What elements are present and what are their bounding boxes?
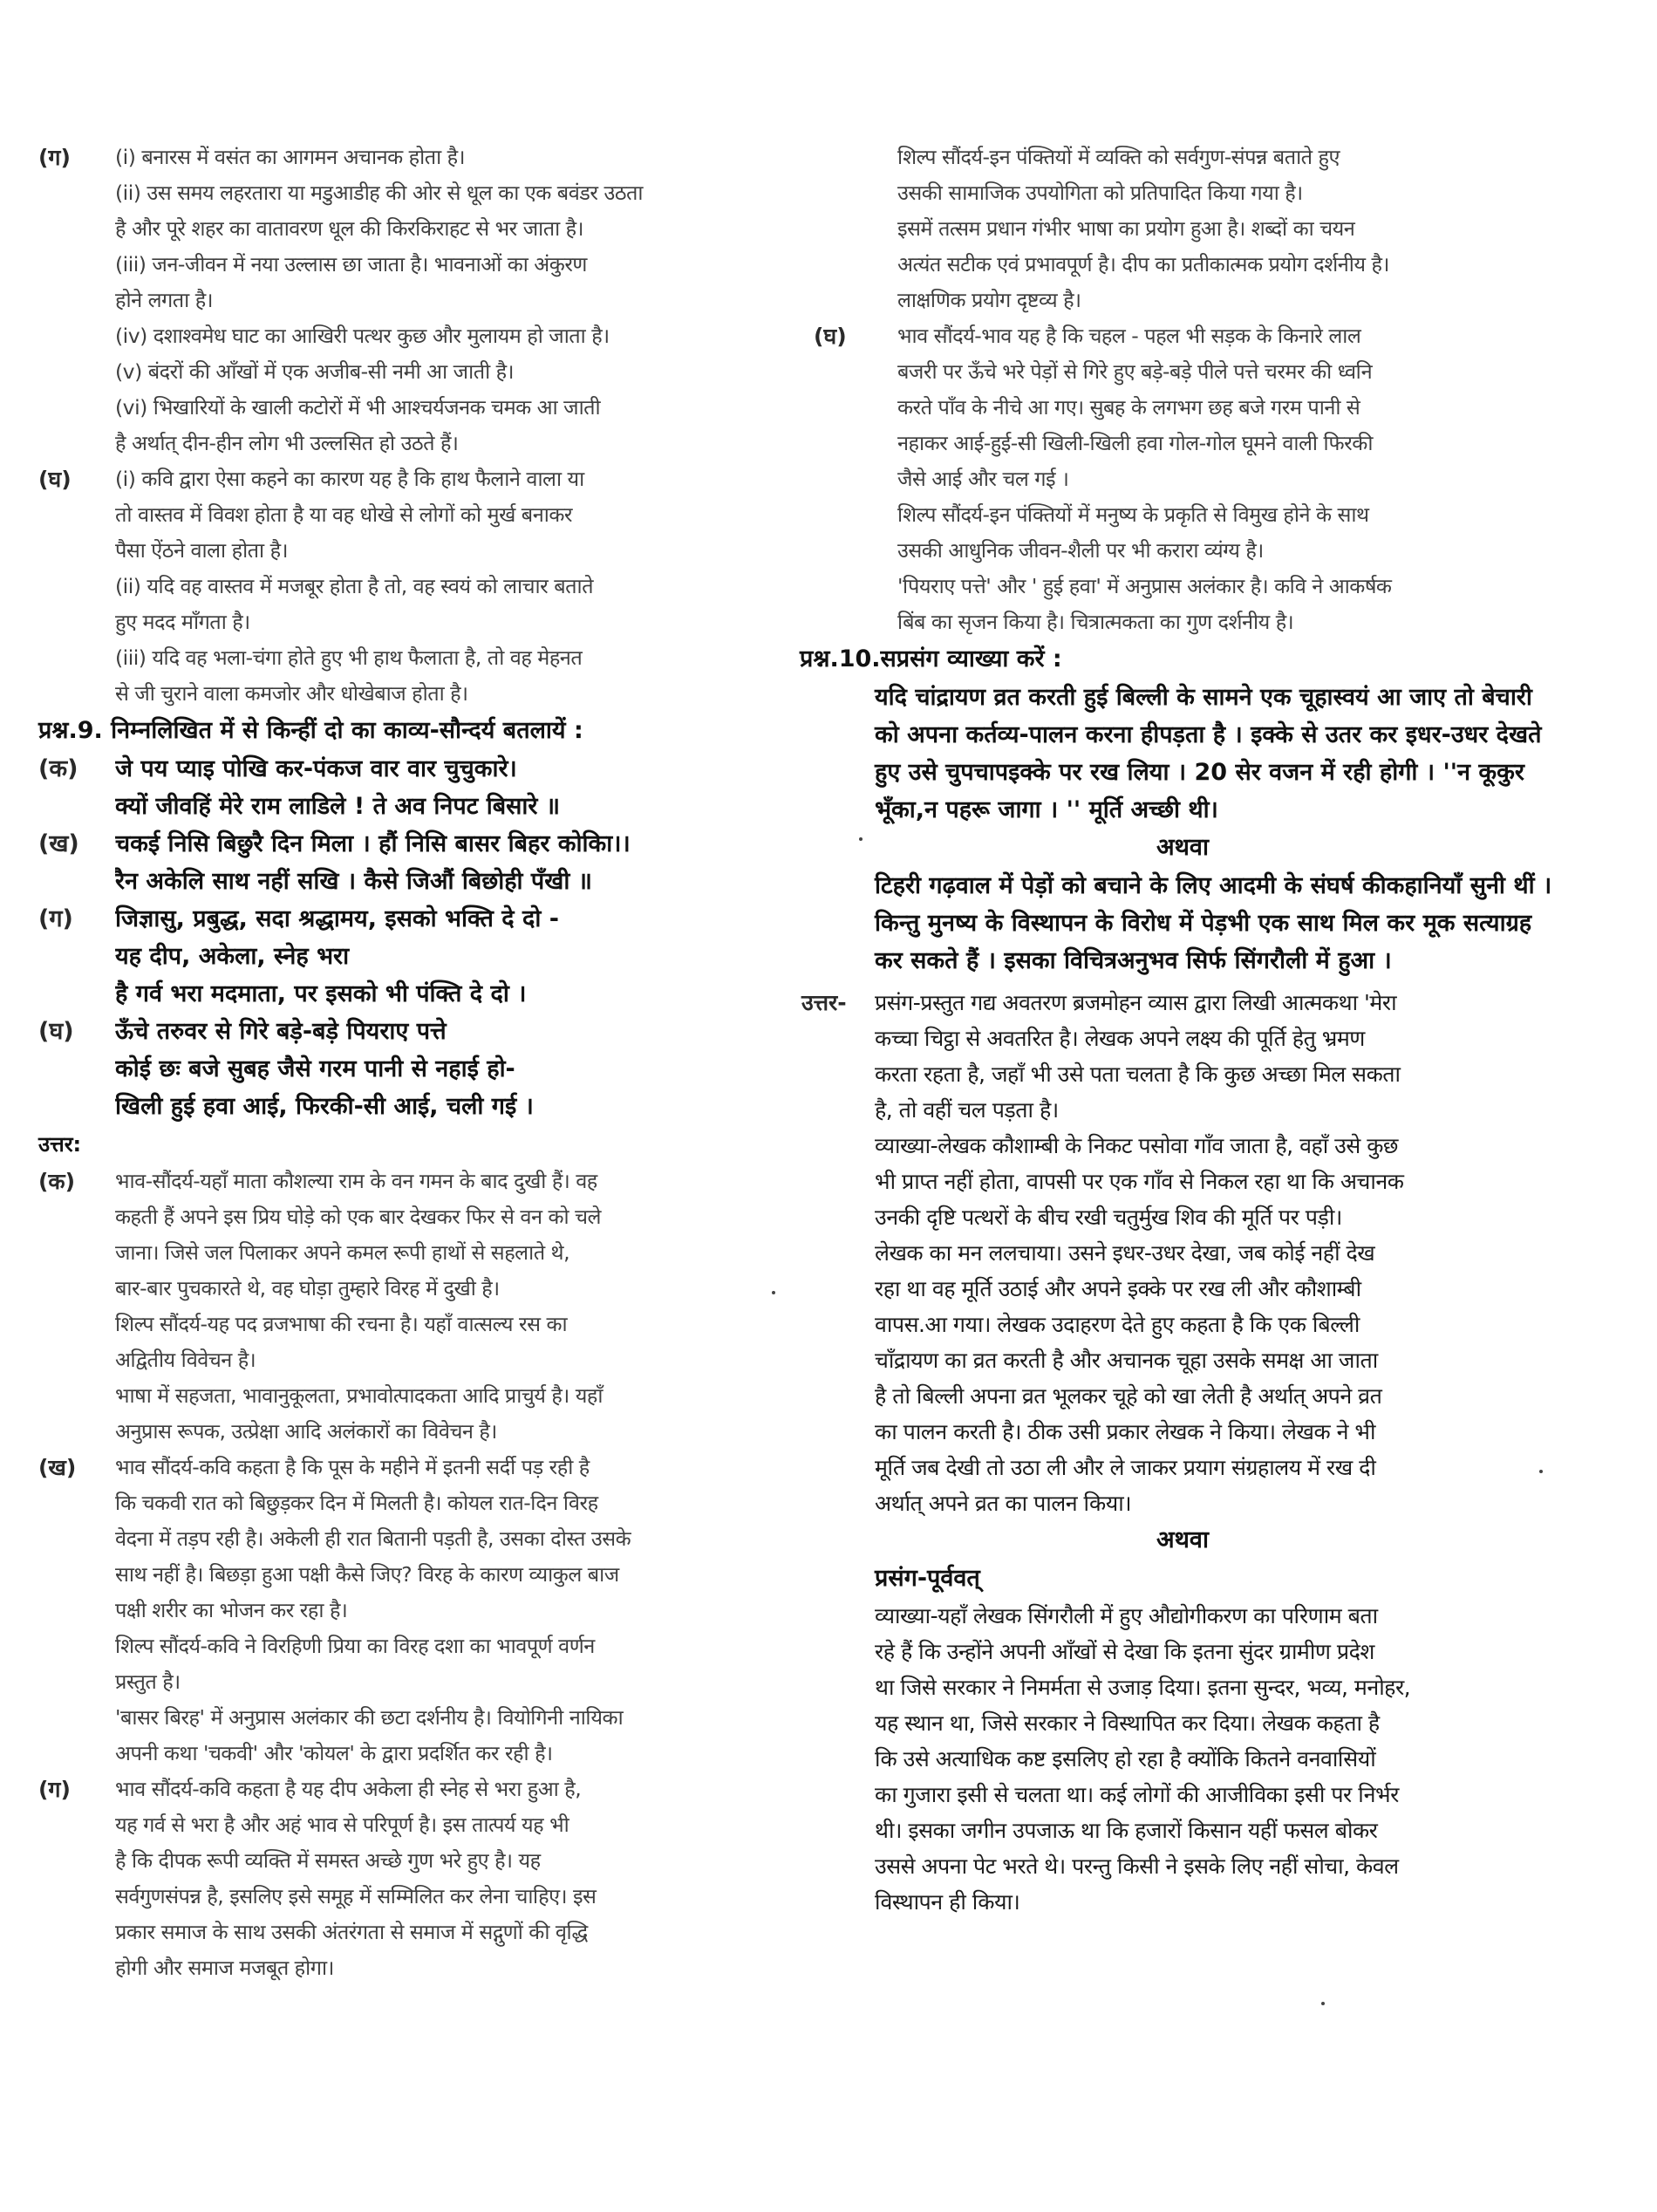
paragraph (897, 318, 1558, 497)
text-line: पक्षी शरीर का भोजन कर रहा है। (115, 1598, 348, 1622)
text-line: करता रहता है, जहाँ भी उसे पता चलता है कि कुछ अच्छा मिल सकता (875, 1062, 1401, 1087)
text-line: व्याख्या-लेखक कौशाम्बी के निकट पसोवा गाँव जाता है, वहाँ उसे कुछ (875, 1133, 1398, 1158)
right-column (800, 140, 1558, 1920)
text-line: यह स्थान था, जिसे सरकार ने विस्थापित कर दिया। लेखक कहता है (875, 1710, 1380, 1736)
text-line: पड़ता है । इक्के से उतर कर इधर-उधर देखते हुए उसे चुपचाप (875, 721, 1542, 786)
ga-answer-block (38, 140, 780, 461)
text-line: अद्वितीय विवेचन है। (115, 1348, 256, 1372)
answer-text (115, 1164, 780, 1450)
paragraph (875, 985, 1558, 1128)
text-line: पैसा ऐंठने वाला होता है। (115, 538, 288, 563)
gha-answer-block (38, 461, 780, 712)
paragraph (115, 1164, 780, 1307)
paragraph (897, 140, 1558, 211)
text-line: वापस.आ गया। लेखक उदाहरण देते हुए कहता है कि एक बिल्ली (875, 1312, 1360, 1337)
athva-divider-2: अथवा (1156, 1526, 1209, 1553)
poem-lines (115, 900, 780, 1013)
poem-label: (ख) (38, 830, 79, 857)
q10-answer-block (801, 985, 1558, 1521)
text-line: इक्के पर रख लिया । 20 सेर वजन में रही होगी । ''न कूकुर भूँका, (875, 759, 1524, 823)
poem-label: (क) (38, 755, 78, 782)
text-line: भाव सौंदर्य-भाव यह है कि चहल - पहल भी सड़क के किनारे लाल (897, 324, 1361, 348)
text-line: चाँद्रायण का व्रत करती है और अचानक चूहा उसके समक्ष आ जाता (875, 1348, 1378, 1373)
text-line: बजरी पर ऊँचे भरे पेड़ों से गिरे हुए बड़े-बड़े पीले पत्ते चरमर की ध्वनि (897, 359, 1373, 384)
text-line: मूर्ति जब देखी तो उठा ली और ले जाकर प्रयाग संग्रहालय में रख दी (875, 1455, 1376, 1480)
answer-block (38, 1164, 780, 1450)
text-line: (ii) उस समय लहरतारा या मडुआडीह की ओर से धूल का एक बवंडर उठता (115, 181, 643, 205)
text-line: अपनी कथा 'चकवी' और 'कोयल' के द्वारा प्रदर्शित कर रही है। (115, 1741, 553, 1765)
paragraph (897, 497, 1558, 569)
text-line: यदि चांद्रायण व्रत करती हुई बिल्ली के सामने एक चूहा (875, 684, 1333, 711)
text-line: रहा था वह मूर्ति उठाई और अपने इक्के पर रख ली और कौशाम्बी (875, 1276, 1361, 1301)
text-line: रैन अकेलि साथ नहीं सखि । कैसे जिऔं बिछोही पँखी ॥ (115, 868, 592, 895)
point-item (115, 569, 780, 640)
text-line: थी। इसका जगीन उपजाऊ था कि हजारों किसान यहीं फसल बोकर (875, 1818, 1378, 1843)
poem-lines (115, 1013, 780, 1125)
prasang-heading: प्रसंग-पूर्ववत् (875, 1565, 980, 1592)
scan-speck (1321, 2002, 1325, 2005)
text-line: है अर्थात् दीन-हीन लोग भी उल्लसित हो उठते हैं। (115, 431, 459, 455)
poem-lines (115, 750, 780, 825)
text-line: भाषा में सहजता, भावानुकूलता, प्रभावोत्पादकता आदि प्राचुर्य है। यहाँ (115, 1383, 603, 1408)
paragraph (875, 1128, 1558, 1521)
text-line: अनुप्रास रूपक, उत्प्रेक्षा आदि अलंकारों का विवेचन है। (115, 1419, 497, 1444)
text-line: जाना। जिसे जल पिलाकर अपने कमल रूपी हाथों से सहलाते थे, (115, 1240, 570, 1265)
text-line: भाव-सौंदर्य-यहाँ माता कौशल्या राम के वन गमन के बाद दुखी हैं। वह (115, 1169, 597, 1193)
passage-one (875, 679, 1558, 829)
text-line: भाव सौंदर्य-कवि कहता है यह दीप अकेला ही स्नेह से भरा हुआ है, (115, 1777, 582, 1801)
text-line: (ii) यदि वह वास्तव में मजबूर होता है तो, वह स्वयं को लाचार बताते (115, 574, 593, 598)
paragraph (897, 211, 1558, 283)
text-line: कि उसे अत्याधिक कष्ट इसलिए हो रहा है क्योंकि कितने वनवासियों (875, 1746, 1376, 1772)
text-line: तो वास्तव में विवश होता है या वह धोखे से लोगों को मुर्ख बनाकर (115, 502, 572, 527)
text-line: प्रसंग-प्रस्तुत गद्य अवतरण ब्रजमोहन व्यास द्वारा लिखी आत्मकथा 'मेरा (875, 990, 1397, 1015)
text-line: लाक्षणिक प्रयोग दृष्टव्य है। (897, 288, 1081, 312)
paragraph (115, 1628, 780, 1700)
answer-text (115, 1450, 780, 1772)
text-line: शिल्प सौंदर्य-इन पंक्तियों में मनुष्य के प्रकृति से विमुख होने के साथ (897, 502, 1369, 527)
answer-block (38, 1450, 780, 1772)
text-line: प्रस्तुत है। (115, 1669, 181, 1694)
answer-block (38, 1772, 780, 1986)
ga-label: (ग) (38, 145, 71, 170)
paragraph (115, 1772, 780, 1986)
answer-label: (क) (38, 1169, 76, 1194)
text-line: होगी और समाज मजबूत होगा। (115, 1956, 334, 1980)
text-line: स्वयं आ जाए तो बेचारी को अपना कर्तव्य-पालन करना ही (875, 684, 1532, 748)
text-line: ऊँचे तरुवर से गिरे बड़े-बड़े पियराए पत्ते (115, 1018, 447, 1045)
text-line: चकई निसि बिछुरै दिन मिला । हौं निसि बासर बिहर कोकिा।। (115, 830, 631, 857)
text-line: इसमें तत्सम प्रधान गंभीर भाषा का प्रयोग हुआ है। शब्दों का चयन (897, 216, 1355, 241)
point-item (115, 461, 780, 569)
gha-answer-label: (घ) (814, 324, 847, 349)
text-line: है और पूरे शहर का वातावरण धूल की किरकिराहट से भर जाता है। (115, 216, 584, 241)
point-item (115, 175, 780, 247)
text-line: अत्यंत सटीक एवं प्रभावपूर्ण है। दीप का प्रतीकात्मक प्रयोग दर्शनीय है। (897, 252, 1389, 276)
poem-lines (115, 825, 780, 900)
text-line: शिल्प सौंदर्य-यह पद व्रजभाषा की रचना है। यहाँ वात्सल्य रस का (115, 1312, 568, 1336)
gha-label: (घ) (38, 467, 72, 492)
poem-block (38, 825, 780, 900)
poem-block (38, 900, 780, 1013)
text-line: नहाकर आई-हुई-सी खिली-खिली हवा गोल-गोल घूमने वाली फिरकी (897, 431, 1373, 455)
uttar-label: उत्तर- (801, 990, 847, 1015)
question-10: प्रश्न.10.सप्रसंग व्याख्या करें : (800, 645, 1062, 672)
text-line: का पालन करती है। ठीक उसी प्रकार लेखक ने किया। लेखक ने भी (875, 1419, 1375, 1444)
paragraph (115, 1378, 780, 1450)
question-9: प्रश्न.9. निम्नलिखित में से किन्हीं दो का काव्य-सौन्दर्य बतलायें : (38, 717, 583, 744)
athva-divider-1: अथवा (1156, 834, 1209, 861)
text-line: है कि दीपक रूपी व्यक्ति में समस्त अच्छे गुण भरे हुए है। यह (115, 1848, 541, 1873)
poem-block (38, 1013, 780, 1125)
point-item (115, 354, 780, 390)
text-line: क्यों जीवहिं मेरे राम लाडिले ! ते अव निपट बिसारे ॥ (115, 793, 561, 820)
text-line: से जी चुराने वाला कमजोर और धोखेबाज होता है। (115, 681, 468, 706)
text-line: कहती हैं अपने इस प्रिय घोड़े को एक बार देखकर फिर से वन को चले (115, 1205, 601, 1229)
ga-points (115, 140, 780, 461)
continued-answer (897, 140, 1558, 318)
text-line: साथ नहीं है। बिछड़ा हुआ पक्षी कैसे जिए? विरह के कारण व्याकुल बाज (115, 1562, 619, 1587)
text-line: 'पियराए पत्ते' और ' हुई हवा' में अनुप्रास अलंकार है। कवि ने आकर्षक (897, 574, 1392, 598)
poem-label: (ग) (38, 905, 73, 932)
answer-label: (ग) (38, 1777, 71, 1802)
text-line: व्याख्या-यहाँ लेखक सिंगरौली में हुए औद्योगीकरण का परिणाम बता (875, 1603, 1378, 1628)
paragraph (115, 1450, 780, 1628)
text-line: का गुजारा इसी से चलता था। कई लोगों की आजीविका इसी पर निर्भर (875, 1782, 1399, 1807)
text-line: विस्थापन ही किया। (875, 1889, 1020, 1915)
text-line: 'बासर बिरह' में अनुप्रास अलंकार की छटा दर्शनीय है। वियोगिनी नायिका (115, 1705, 624, 1730)
passage-two (875, 867, 1558, 980)
point-item (115, 140, 780, 175)
text-line: उसकी आधुनिक जीवन-शैली पर भी करारा व्यंग्य है। (897, 538, 1264, 563)
text-line: (iii) जन-जीवन में नया उल्लास छा जाता है। भावनाओं का अंकुरण (115, 252, 587, 276)
text-line: यह दीप, अकेला, स्नेह भरा (115, 943, 350, 970)
vyakhya-two (875, 1598, 1558, 1920)
text-line: कहानियाँ सुनी थीं । किन्तु मुनष्य के विस्थापन के विरोध में पेड़ (875, 872, 1552, 937)
text-line: जैसे आई और चल गई । (897, 467, 1069, 491)
answer-text (115, 1772, 780, 1986)
text-line: करते पाँव के नीचे आ गए। सुबह के लगभग छह बजे गरम पानी से (897, 395, 1360, 420)
text-line: अनुभव सिर्फ सिंगरौली में हुआ । (1117, 947, 1392, 974)
poem-list (38, 750, 780, 1125)
answer-label: (ख) (38, 1455, 77, 1480)
text-line: कच्चा चिट्ठा से अवतरित है। लेखक अपने लक्ष्य की पूर्ति हेतु भ्रमण (875, 1026, 1365, 1051)
text-line: (i) बनारस में वसंत का आगमन अचानक होता है। (115, 145, 466, 169)
text-line: न पहरू जागा । '' मूर्ति अच्छी थी। (924, 796, 1218, 823)
text-line: कि चकवी रात को बिछुड़कर दिन में मिलती है। कोयल रात-दिन विरह (115, 1491, 598, 1515)
text-line: (vi) भिखारियों के खाली कटोरों में भी आश्चर्यजनक चमक आ जाती (115, 395, 601, 420)
text-line: है गर्व भरा मदमाता, पर इसको भी पंक्ति दे दो । (115, 980, 527, 1007)
text-line: भी प्राप्त नहीं होता, वापसी पर एक गाँव से निकल रहा था कि अचानक (875, 1169, 1404, 1194)
text-line: प्रकार समाज के साथ उसकी अंतरंगता से समाज में सद्गुणों की वृद्धि (115, 1920, 588, 1944)
uttar-heading: उत्तर: (38, 1132, 82, 1157)
text-line: भी एक साथ मिल कर मूक सत्याग्रह कर सकते हैं । इसका विचित्र (875, 910, 1532, 974)
text-line: अर्थात् अपने व्रत का पालन किया। (875, 1491, 1132, 1516)
q10-answer-text (875, 985, 1558, 1521)
point-item (115, 640, 780, 712)
text-line: उसकी सामाजिक उपयोगिता को प्रतिपादित किया गया है। (897, 181, 1303, 205)
scan-speck (1539, 1470, 1543, 1473)
text-line: वेदना में तड़प रही है। अकेली ही रात बितानी पड़ती है, उसका दोस्त उसके (115, 1526, 631, 1551)
text-line: उनकी दृष्टि पत्थरों के बीच रखी चतुर्मुख शिव की मूर्ति पर पड़ी। (875, 1205, 1342, 1230)
scan-speck (772, 1291, 775, 1294)
text-line: (iv) दशाश्वमेध घाट का आखिरी पत्थर कुछ और मुलायम हो जाता है। (115, 324, 610, 348)
text-line: लेखक का मन ललचाया। उसने इधर-उधर देखा, जब कोई नहीं देख (875, 1240, 1375, 1266)
text-line: शिल्प सौंदर्य-कवि ने विरहिणी प्रिया का विरह दशा का भावपूर्ण वर्णन (115, 1634, 595, 1658)
point-item (115, 247, 780, 318)
text-line: रहे हैं कि उन्होंने अपनी आँखों से देखा कि इतना सुंदर ग्रामीण प्रदेश (875, 1639, 1374, 1664)
text-line: बार-बार पुचकारते थे, वह घोड़ा तुम्हारे विरह में दुखी है। (115, 1276, 500, 1301)
scan-speck (859, 837, 863, 841)
text-line: कोई छः बजे सुबह जैसे गरम पानी से नहाई हो- (115, 1055, 515, 1082)
paragraph (897, 569, 1558, 640)
paragraph (897, 283, 1558, 318)
text-line: जिज्ञासु, प्रबुद्ध, सदा श्रद्धामय, इसको भक्ति दे दो - (115, 905, 559, 932)
gha-poem-answer (807, 318, 1558, 640)
paragraph (115, 1700, 780, 1772)
text-line: होने लगता है। (115, 288, 214, 312)
text-line: (v) बंदरों की आँखों में एक अजीब-सी नमी आ जाती है। (115, 359, 515, 384)
text-line: उससे अपना पेट भरते थे। परन्तु किसी ने इसके लिए नहीं सोचा, केवल (875, 1854, 1399, 1879)
gha-answer-text (897, 318, 1558, 640)
text-line: हुए मदद माँगता है। (115, 610, 250, 634)
text-line: (i) कवि द्वारा ऐसा कहने का कारण यह है कि हाथ फैलाने वाला या (115, 467, 584, 491)
text-line: बिंब का सृजन किया है। चित्रात्मकता का गुण दर्शनीय है। (897, 610, 1294, 634)
text-line: (iii) यदि वह भला-चंगा होते हुए भी हाथ फैलाता है, तो वह मेहनत (115, 645, 583, 670)
text-line: खिली हुई हवा आई, फिरकी-सी आई, चली गई । (115, 1093, 534, 1120)
text-line: था जिसे सरकार ने निमर्मता से उजाड़ दिया। इतना सुन्दर, भव्य, मनोहर, (875, 1675, 1411, 1700)
left-column (38, 140, 780, 1986)
paragraph (115, 1307, 780, 1378)
text-line: यह गर्व से भरा है और अहं भाव से परिपूर्ण है। इस तात्पर्य यह भी (115, 1813, 569, 1837)
poem-label: (घ) (38, 1018, 74, 1045)
text-line: जे पय प्याइ पोखि कर-पंकज वार वार चुचुकारे। (115, 755, 517, 782)
text-line: भाव सौंदर्य-कवि कहता है कि पूस के महीने में इतनी सर्दी पड़ रही है (115, 1455, 590, 1479)
answer-list (38, 1164, 780, 1986)
text-line: है, तो वहीं चल पड़ता है। (875, 1097, 1059, 1123)
gha-points (115, 461, 780, 712)
text-line: सर्वगुणसंपन्न है, इसलिए इसे समूह में सम्मिलित कर लेना चाहिए। इस (115, 1884, 597, 1908)
point-item (115, 318, 780, 354)
text-line: शिल्प सौंदर्य-इन पंक्तियों में व्यक्ति को सर्वगुण-संपन्न बताते हुए (897, 145, 1340, 169)
text-line: टिहरी गढ़वाल में पेड़ों को बचाने के लिए आदमी के संघर्ष की (875, 872, 1387, 899)
text-line: है तो बिल्ली अपना व्रत भूलकर चूहे को खा लेती है अर्थात् अपने व्रत (875, 1383, 1382, 1409)
point-item (115, 390, 780, 461)
poem-block (38, 750, 780, 825)
